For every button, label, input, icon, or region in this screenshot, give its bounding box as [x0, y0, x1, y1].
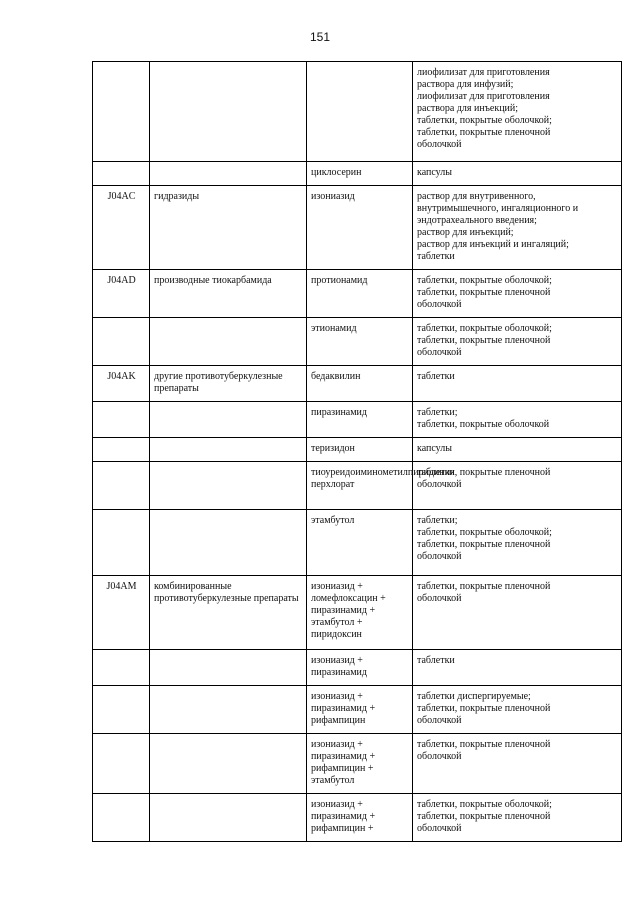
- dosage-form-line: лиофилизат для приготовления: [417, 91, 550, 102]
- page-number: 151: [309, 30, 331, 44]
- dosage-forms-cell: [413, 734, 622, 794]
- drug-name-cell: циклосерин: [307, 162, 413, 186]
- dosage-form-line: таблетки, покрытые пленочной: [417, 467, 551, 478]
- dosage-form-line: лиофилизат для приготовления: [417, 67, 550, 78]
- dosage-form-line: таблетки, покрытые оболочкой;: [417, 527, 552, 538]
- atc-code-cell: [93, 510, 150, 576]
- dosage-forms-cell: [413, 794, 622, 842]
- dosage-form-line: таблетки, покрытые пленочной: [417, 703, 551, 714]
- atc-code-cell: [93, 734, 150, 794]
- table-row: [93, 366, 622, 402]
- dosage-form-line: таблетки диспергируемые;: [417, 691, 531, 702]
- dosage-form-line: оболочкой: [417, 551, 462, 562]
- group-name-cell: [150, 650, 307, 686]
- atc-code-cell: [93, 650, 150, 686]
- drug-name-cell: изониазид + пиразинамид + рифампицин + этамбутол: [307, 734, 413, 794]
- dosage-form-line: таблетки, покрытые оболочкой;: [417, 275, 552, 286]
- group-name-cell: производные тиокарбамида: [150, 270, 307, 318]
- dosage-forms-cell: [413, 318, 622, 366]
- atc-code-cell: [93, 62, 150, 162]
- group-name-cell: другие противотуберкулезные препараты: [150, 366, 307, 402]
- atc-code-cell: J04AC: [93, 186, 150, 270]
- dosage-form-line: таблетки, покрытые пленочной: [417, 739, 551, 750]
- group-name-cell: [150, 438, 307, 462]
- group-name-cell: [150, 318, 307, 366]
- table-row: [93, 686, 622, 734]
- table-row: [93, 62, 622, 162]
- drug-name-cell: тиоуреидоиминометилпиридиния перхлорат: [307, 462, 413, 510]
- table-row: [93, 186, 622, 270]
- dosage-forms-cell: [413, 366, 622, 402]
- dosage-form-line: таблетки;: [417, 515, 458, 526]
- dosage-form-line: раствор для инъекций и ингаляций;: [417, 239, 569, 250]
- dosage-forms-cell: [413, 576, 622, 650]
- dosage-form-line: таблетки: [417, 655, 455, 666]
- group-name-cell: [150, 686, 307, 734]
- drug-name-cell: изониазид + пиразинамид + рифампицин +: [307, 794, 413, 842]
- drug-table: [92, 61, 622, 842]
- drug-name-cell: изониазид: [307, 186, 413, 270]
- dosage-form-line: таблетки, покрытые оболочкой;: [417, 323, 552, 334]
- dosage-form-line: раствор для инъекций;: [417, 227, 514, 238]
- dosage-form-line: таблетки, покрытые пленочной: [417, 581, 551, 592]
- drug-name-cell: протионамид: [307, 270, 413, 318]
- dosage-form-line: таблетки, покрытые пленочной: [417, 287, 551, 298]
- dosage-form-line: таблетки: [417, 371, 455, 382]
- dosage-forms-cell: [413, 402, 622, 438]
- table-row: [93, 462, 622, 510]
- dosage-form-line: раствора для инфузий;: [417, 79, 514, 90]
- dosage-form-line: внутримышечного, ингаляционного и: [417, 203, 579, 214]
- drug-name-cell: теризидон: [307, 438, 413, 462]
- drug-name-cell: [307, 62, 413, 162]
- dosage-form-line: таблетки, покрытые пленочной: [417, 335, 551, 346]
- dosage-form-line: оболочкой: [417, 299, 462, 310]
- drug-name-cell: этамбутол: [307, 510, 413, 576]
- group-name-cell: [150, 462, 307, 510]
- atc-code-cell: [93, 402, 150, 438]
- table-row: [93, 402, 622, 438]
- group-name-cell: [150, 402, 307, 438]
- group-name-cell: [150, 734, 307, 794]
- dosage-form-line: капсулы: [417, 443, 452, 454]
- dosage-forms-cell: [413, 162, 622, 186]
- dosage-forms-cell: [413, 438, 622, 462]
- table-row: [93, 650, 622, 686]
- table-row: [93, 318, 622, 366]
- group-name-cell: [150, 510, 307, 576]
- group-name-cell: [150, 62, 307, 162]
- dosage-form-line: оболочкой: [417, 593, 462, 604]
- dosage-form-line: таблетки, покрытые пленочной: [417, 127, 551, 138]
- dosage-form-line: оболочкой: [417, 823, 462, 834]
- group-name-cell: [150, 794, 307, 842]
- dosage-form-line: таблетки;: [417, 407, 458, 418]
- dosage-form-line: оболочкой: [417, 139, 462, 150]
- drug-name-cell: пиразинамид: [307, 402, 413, 438]
- dosage-form-line: таблетки, покрытые пленочной: [417, 539, 551, 550]
- table-row: [93, 510, 622, 576]
- dosage-form-line: эндотрахеального введения;: [417, 215, 537, 226]
- drug-name-cell: изониазид + ломефлоксацин + пиразинамид + этамбутол + пиридоксин: [307, 576, 413, 650]
- atc-code-cell: [93, 162, 150, 186]
- dosage-form-line: таблетки, покрытые оболочкой;: [417, 115, 552, 126]
- atc-code-cell: [93, 318, 150, 366]
- atc-code-cell: [93, 462, 150, 510]
- group-name-cell: комбинированные противотуберкулезные препараты: [150, 576, 307, 650]
- group-name-cell: гидразиды: [150, 186, 307, 270]
- dosage-forms-cell: [413, 510, 622, 576]
- drug-table-body: [93, 62, 622, 842]
- atc-code-cell: J04AM: [93, 576, 150, 650]
- dosage-form-line: оболочкой: [417, 751, 462, 762]
- dosage-form-line: оболочкой: [417, 715, 462, 726]
- drug-name-cell: бедаквилин: [307, 366, 413, 402]
- dosage-form-line: капсулы: [417, 167, 452, 178]
- dosage-forms-cell: [413, 270, 622, 318]
- dosage-form-line: оболочкой: [417, 479, 462, 490]
- atc-code-cell: [93, 438, 150, 462]
- atc-code-cell: [93, 794, 150, 842]
- table-row: [93, 270, 622, 318]
- drug-name-cell: изониазид + пиразинамид + рифампицин: [307, 686, 413, 734]
- dosage-form-line: таблетки, покрытые оболочкой;: [417, 799, 552, 810]
- dosage-form-line: раствор для внутривенного,: [417, 191, 536, 202]
- dosage-forms-cell: [413, 62, 622, 162]
- atc-code-cell: J04AD: [93, 270, 150, 318]
- dosage-forms-cell: [413, 650, 622, 686]
- table-row: [93, 734, 622, 794]
- dosage-form-line: таблетки, покрытые пленочной: [417, 811, 551, 822]
- group-name-cell: [150, 162, 307, 186]
- dosage-form-line: таблетки, покрытые оболочкой: [417, 419, 550, 430]
- table-row: [93, 576, 622, 650]
- dosage-form-line: раствора для инъекций;: [417, 103, 519, 114]
- atc-code-cell: [93, 686, 150, 734]
- dosage-forms-cell: [413, 186, 622, 270]
- dosage-form-line: оболочкой: [417, 347, 462, 358]
- table-row: [93, 162, 622, 186]
- dosage-forms-cell: [413, 686, 622, 734]
- table-row: [93, 794, 622, 842]
- drug-name-cell: этионамид: [307, 318, 413, 366]
- table-row: [93, 438, 622, 462]
- dosage-form-line: таблетки: [417, 251, 455, 262]
- drug-name-cell: изониазид + пиразинамид: [307, 650, 413, 686]
- dosage-forms-cell: [413, 462, 622, 510]
- atc-code-cell: J04AK: [93, 366, 150, 402]
